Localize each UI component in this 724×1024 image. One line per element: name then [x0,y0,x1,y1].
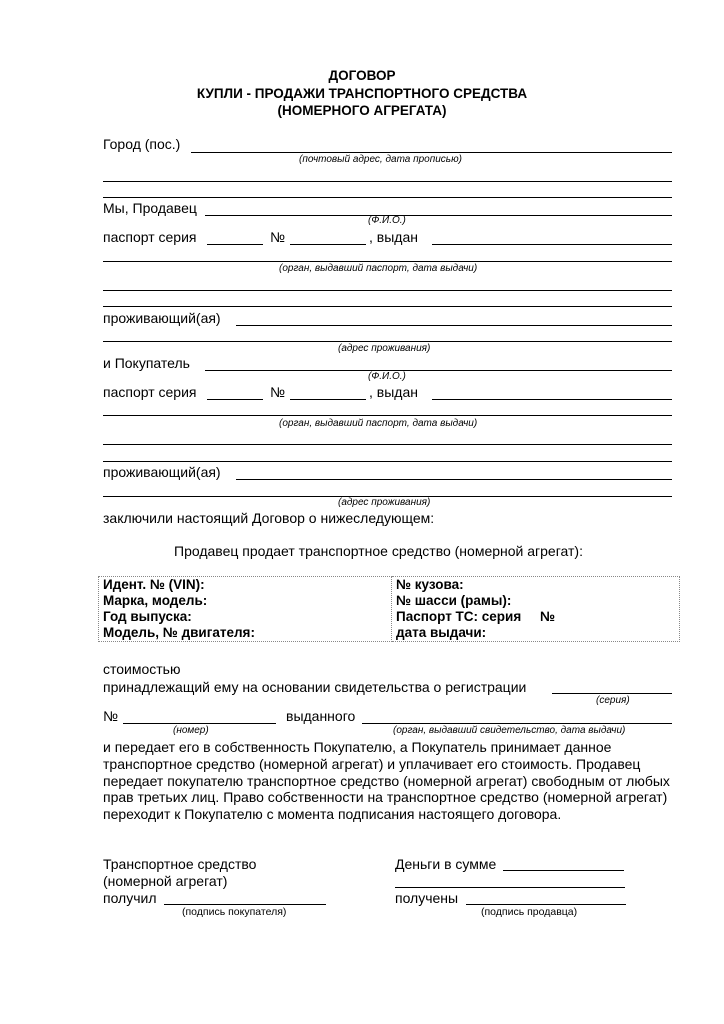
seller-address-caption: (адрес проживания) [338,343,431,354]
sig-right-line1: Деньги в сумме [395,856,497,872]
year-label: Год выпуска: [103,609,192,624]
seller-fio-caption: (Ф.И.О.) [368,215,406,226]
seller-address-field-line-2[interactable] [103,341,672,342]
buyer-passport-label: паспорт серия [103,384,197,400]
registration-issuer-field[interactable] [362,723,672,724]
seller-issued-field[interactable] [432,244,672,245]
belongs-label: принадлежащий ему на основании свидетельства о регистрации [103,679,527,695]
engine-label: Модель, № двигателя: [103,625,255,640]
city-label: Город (пос.) [103,136,181,152]
seller-passport-number-label: № [270,229,286,245]
document-title: ДОГОВОР [328,68,396,83]
city-field-line-2[interactable] [103,181,672,182]
seller-issuer-caption: (орган, выдавший паспорт, дата выдачи) [279,263,478,274]
buyer-issued-field-line-2[interactable] [103,415,672,416]
registration-number-field[interactable] [123,723,276,724]
buyer-address-field[interactable] [236,479,672,480]
document-subtitle: КУПЛИ - ПРОДАЖИ ТРАНСПОРТНОГО СРЕДСТВА [196,86,528,101]
city-field[interactable] [191,152,672,153]
registration-issued-label: выданного [286,708,356,724]
seller-residing-label: проживающий(ая) [103,310,221,326]
cost-label: стоимостью [103,661,181,677]
seller-issued-field-line-2[interactable] [103,261,672,262]
make-model-label: Марка, модель: [103,593,208,608]
seller-fio-field[interactable] [205,215,672,216]
chassis-label: № шасси (рамы): [396,593,512,608]
buyer-passport-number-label: № [270,384,286,400]
buyer-label: и Покупатель [103,355,190,371]
vehicle-table [98,576,680,642]
buyer-fio-caption: (Ф.И.О.) [368,371,406,382]
buyer-issued-field[interactable] [432,399,672,400]
city-field-line-3[interactable] [103,197,672,198]
seller-issued-field-line-3[interactable] [103,290,672,291]
issue-date-label: дата выдачи: [396,625,487,640]
money-amount-field[interactable] [503,870,624,871]
series-caption: (серия) [596,695,630,706]
vehicle-table-left-cell [99,577,392,642]
certificate-issuer-caption: (орган, выдавший свидетельство, дата выдачи) [393,725,626,736]
buyer-signature-caption: (подпись покупателя) [182,906,287,918]
number-caption: (номер) [173,725,209,736]
sig-left-line3: получил [103,890,157,906]
seller-issued-label: , выдан [369,229,418,245]
registration-series-field[interactable] [552,693,672,694]
sells-text: Продавец продает транспортное средство (номерной агрегат): [174,543,583,559]
seller-passport-label: паспорт серия [103,229,197,245]
buyer-issuer-caption: (орган, выдавший паспорт, дата выдачи) [279,418,478,429]
seller-issued-field-line-4[interactable] [103,306,672,307]
seller-signature-caption: (подпись продавца) [481,906,578,918]
buyer-passport-number-field[interactable] [290,399,366,400]
buyer-issued-label: , выдан [369,384,418,400]
vehicle-passport-label: Паспорт ТС: серия № [396,609,556,624]
sig-right-line3: получены [395,890,459,906]
seller-label: Мы, Продавец [103,200,197,216]
document-subtitle-2: (НОМЕРНОГО АГРЕГАТА) [277,103,447,118]
buyer-issued-field-line-3[interactable] [103,444,672,445]
body-number-label: № кузова: [396,577,464,592]
vehicle-table-right-cell [392,577,680,642]
seller-signature-field[interactable] [466,904,626,905]
sig-left-line1: Транспортное средство [103,856,257,872]
buyer-address-caption: (адрес проживания) [338,497,431,508]
buyer-passport-series-field[interactable] [207,399,263,400]
registration-number-label: № [103,708,119,724]
buyer-residing-label: проживающий(ая) [103,464,221,480]
seller-passport-number-field[interactable] [290,244,366,245]
seller-passport-series-field[interactable] [207,244,263,245]
seller-address-field[interactable] [236,325,672,326]
money-amount-field-line-2[interactable] [395,887,625,888]
concluded-text: заключили настоящий Договор о нижеследующем: [103,510,435,526]
sig-left-line2: (номерной агрегат) [103,873,228,889]
buyer-fio-field[interactable] [205,370,672,371]
buyer-signature-field[interactable] [164,904,326,905]
transfer-paragraph: и передает его в собственность Покупателю, а Покупатель принимает данное транспортное средство (номерной агрегат) и уплачивает его стоимость. Продавец передает покупателю транспортное средство (номерной агрегат) свободным от любых прав третьих лиц. Право собственности на транспортное средство (номерной агрегат) переходит к Покупателю с момента подписания настоящего договора. [103,739,670,823]
buyer-issued-field-line-4[interactable] [103,461,672,462]
city-caption: (почтовый адрес, дата прописью) [299,154,462,165]
vin-label: Идент. № (VIN): [103,577,205,592]
